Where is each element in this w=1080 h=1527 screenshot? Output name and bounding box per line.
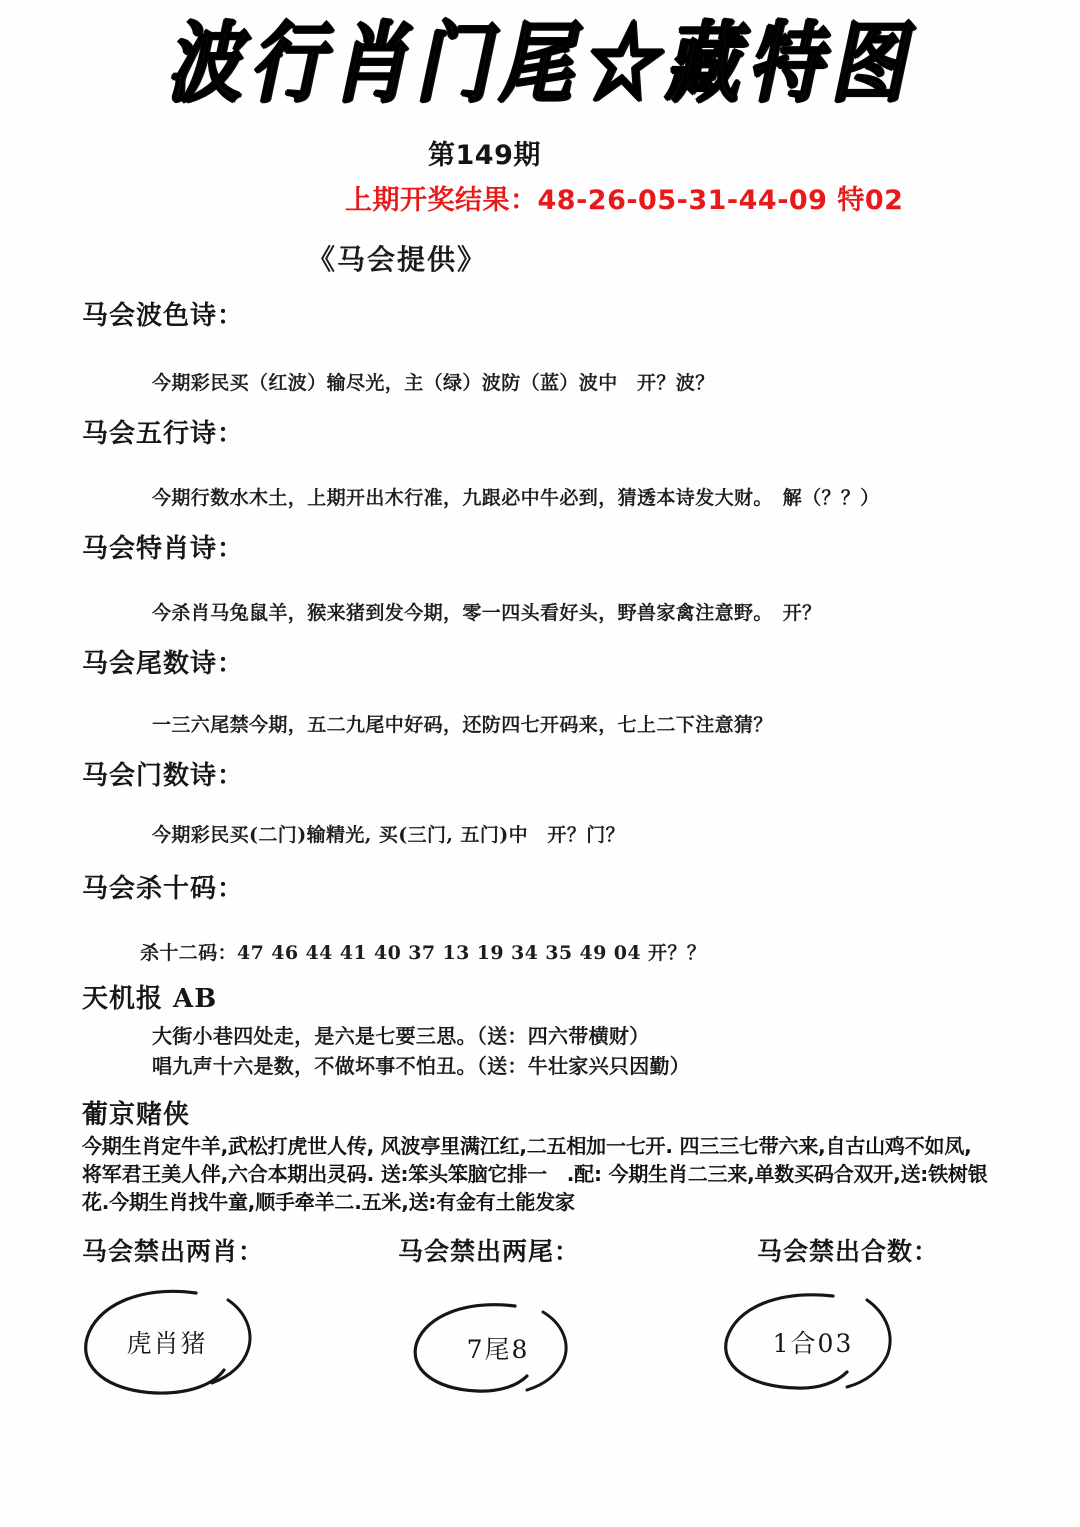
pujing-line-2: 将军君王美人伴,六合本期出灵码. 送:笨头笨脑它排一 .配: 今期生肖二三来,单数买码合双开,送:铁树银: [82, 1162, 988, 1186]
ban-oval-two-zodiac: [78, 1288, 278, 1396]
ban-heading-two-tails: 马会禁出两尾：: [398, 1237, 581, 1266]
section-body-wuxing: 今期行数水木土，上期开出木行准，九跟必中牛必到，猜透本诗发大财。 解（？？）: [152, 487, 880, 509]
ban-value-sum: 1合03: [772, 1329, 854, 1358]
ban-oval-sum: [715, 1292, 911, 1392]
ban-value-two-tails: 7尾8: [466, 1335, 530, 1364]
ban-heading-sum: 马会禁出合数：: [757, 1237, 940, 1266]
section-heading-shashima: 马会杀十码：: [82, 874, 245, 904]
section-body-menshu: 今期彩民买(二门)输精光, 买(三门, 五门)中 开？门？: [152, 824, 626, 846]
masthead: [0, 13, 1080, 115]
pujing-line-1: 今期生肖定牛羊,武松打虎世人传, 风波亭里满江红,二五相加一七开. 四三三七带六来,自古山鸡不如凤,: [82, 1134, 972, 1158]
ban-oval-two-tails: [403, 1302, 593, 1394]
provider-label: 《马会提供》: [307, 243, 488, 276]
tianjibao-line-2: 唱九声十六是数，不做坏事不怕丑。（送：牛壮家兴只因勤）: [152, 1054, 691, 1078]
ban-headings-row: [0, 1232, 1080, 1272]
ban-values-row: [0, 1288, 1080, 1418]
section-body-texiao: 今杀肖马兔鼠羊，猴来猪到发今期，零一四头看好头，野兽家禽注意野。 开？: [152, 602, 822, 624]
pujing-line-3: 花.今期生肖找牛童,顺手牵羊二.五米,送:有金有土能发家: [82, 1190, 575, 1214]
section-heading-tianjibao: 天机报 AB: [82, 984, 218, 1014]
previous-draw-result: 上期开奖结果：48-26-05-31-44-09 特02: [345, 185, 904, 216]
section-heading-pujingduxia: 葡京赌侠: [82, 1100, 191, 1130]
section-body-shashima: 杀十二码：47 46 44 41 40 37 13 19 34 35 49 04 开？？: [140, 942, 707, 964]
page-title: 波行肖门尾☆藏特图: [166, 13, 914, 115]
section-heading-menshu: 马会门数诗：: [82, 761, 245, 791]
section-heading-bose: 马会波色诗：: [82, 301, 245, 331]
ban-heading-two-zodiac: 马会禁出两肖：: [82, 1237, 265, 1266]
issue-number: 第149期: [428, 140, 541, 171]
tianjibao-line-1: 大街小巷四处走，是六是七要三思。（送：四六带横财）: [152, 1024, 650, 1048]
section-heading-texiao: 马会特肖诗：: [82, 534, 245, 564]
section-body-weishu: 一三六尾禁今期，五二九尾中好码，还防四七开码来，七上二下注意猜？: [152, 714, 773, 736]
section-heading-wuxing: 马会五行诗：: [82, 419, 245, 449]
ban-value-two-zodiac: 虎肖猪: [126, 1329, 208, 1358]
section-body-bose: 今期彩民买（红波）输尽光，主（绿）波防（蓝）波中 开？波？: [152, 372, 715, 394]
section-heading-weishu: 马会尾数诗：: [82, 649, 245, 679]
